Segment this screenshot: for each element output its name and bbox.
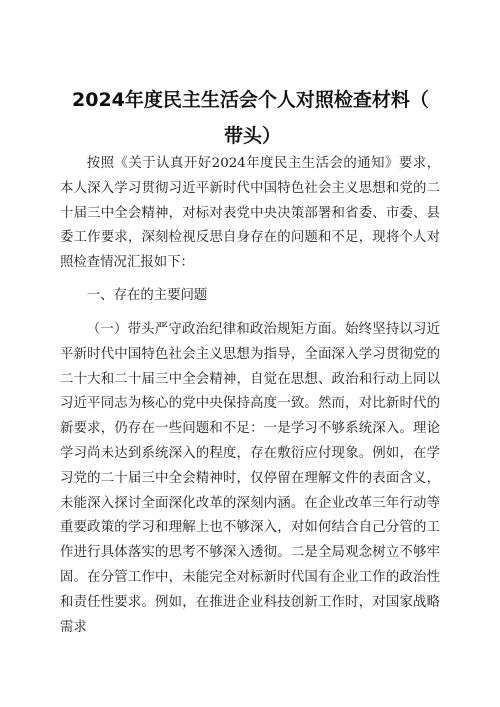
intro-paragraph: 按照《关于认真开好2024年度民主生活会的通知》要求，本人深入学习贯彻习近平新时代中国特色社会主义思想和党的二十届三中全会精神，对标对表党中央决策部署和省委、市委、县委工作要求，深刻检视反思自身存在的问题和不足，现将个人对照检查情况汇报如下： [60, 156, 440, 271]
section-heading: 一、存在的主要问题 [86, 288, 208, 303]
document-title-line1: 2024年度民主生活会个人对照检查材料（ [72, 89, 429, 111]
section-paragraph-block [60, 318, 440, 640]
section-paragraph: （一）带头严守政治纪律和政治规矩方面。始终坚持以习近平新时代中国特色社会主义思想为指导，全面深入学习贯彻党的二十大和二十届三中全会精神，自觉在思想、政治和行动上同以习近平同志为核心的党中央保持高度一致。然而，对比新时代的新要求，仍存在一些问题和不足：一是学习不够系统深入。理论学习尚未达到系统深入的程度，存在敷衍应付现象。例如，在学习党的二十届三中全会精神时，仅停留在理解文件的表面含义，未能深入探讨全面深化改革的深刻内涵。在企业改革三年行动等重要政策的学习和理解上也不够深入，对如何结合自己分管的工作进行具体落实的思考不够深入透彻。二是全局观念树立不够牢固。在分管工作中，未能完全对标新时代国有企业工作的政治性和责任性要求。例如，在推进企业科技创新工作时，对国家战略需求 [60, 322, 440, 635]
intro-paragraph-block [60, 152, 440, 276]
section-heading-block [60, 284, 440, 309]
document-title-line2: 带头） [224, 125, 282, 147]
